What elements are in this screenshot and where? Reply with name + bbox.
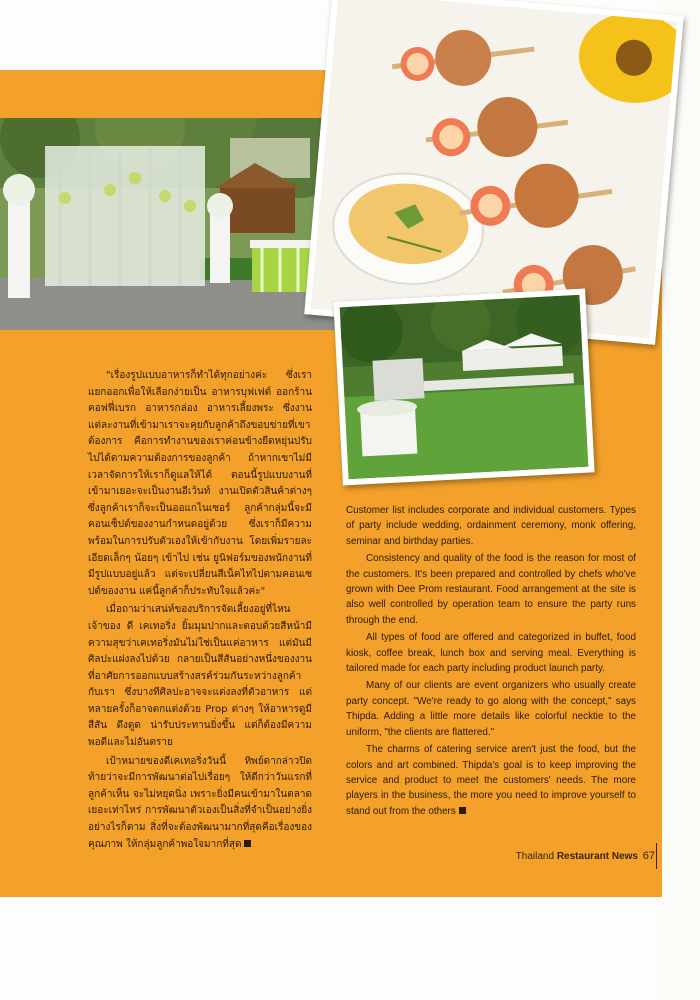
garden-party-photo — [333, 289, 594, 486]
english-paragraph: Many of our clients are event organizers who usually create party concept. "We're ready to go along with the concept," says Thipda. Adding a little more details like colorful necktie to the uniform, "the clients are flattered." — [346, 680, 636, 738]
end-mark-icon — [244, 840, 251, 847]
thai-paragraph-text: เป้าหมายของดีเคเทอริ่งวันนี้ ทิพย์ดากล่าวปิดท้ายว่าจะมีการพัฒนาต่อไปเรื่อยๆ ให้ดีกว่าวันแรกที่ลูกค้าเห็น จะไม่หยุดนิ่ง เพราะยิ่งมีคนเข้ามาในตลาดเยอะเท่าไหร่ การพัฒนาตัวเองเป็นสิ่งที่จำเป็นอย่างยิ่ง อย่างไรก็ตาม สิ่งที่จะต้องพัฒนามากที่สุดคือเรื่องของคุณภาพ ให้กลุ่มลูกค้าพอใจมากที่สุด — [88, 755, 312, 850]
end-mark-icon — [459, 807, 466, 814]
english-paragraph: All types of food are offered and categorized in buffet, food kiosk, coffee break, lunch box and serving meal. Everything is tailored made for each party including product launch party. — [346, 632, 636, 675]
ceremony-photo — [0, 118, 342, 330]
magazine-name: Restaurant News — [556, 851, 638, 862]
page-footer — [480, 850, 655, 862]
english-paragraph: Consistency and quality of the food is the reason for most of the customers. It's been prepared and controlled by chefs who've grown with Dee Prom restaurant. Food arrangement at the site is also well controlled by operation team to ensure the party runs through the end. — [346, 553, 636, 626]
english-paragraph: Customer list includes corporate and individual customers. Types of party include wedding, ordainment ceremony, monk offering, seminar and birthday parties. — [346, 505, 636, 547]
magazine-prefix: Thailand — [515, 851, 555, 862]
english-paragraph-text: The charms of catering service aren't just the food, but the colors and art combined. Thipda's goal is to keep improving the service and product to meet the customers' needs. The more players in the business, the more you need to improve yourself to stand out from the others — [346, 744, 636, 817]
thai-article-column — [88, 368, 312, 855]
footer-divider — [656, 843, 657, 869]
thai-paragraph: เมื่อถามว่าเสน่ห์ของบริการจัดเลี้ยงอยู่ที่ไหน เจ้าของ ดี เคเทอริ่ง ยิ้มมุมปากและตอบด้วยสีหน้ามีความสุขว่าเคเทอริ่งมันไม่ใช่เป็นแค่อาหาร แต่มันมีศิลปะแฝงลงไปด้วย กลายเป็นสีสันอย่างหนึ่งของงาน ที่อาศัยการออกแบบสร้างสรค์ร่วมกันระหว่างลูกค้ากับเรา ซึ่งบางทีศิลปะอาจจะแต่งลงที่ตัวอาหาร แต่หลายครั้งก็อาจตกแต่งด้วย Prop ต่างๆ ให้อาหารดูมีสีสัน ดึงดูด น่ารับประทานยิ่งขึ้น แต่ก็ต้องมีความพอดีและไม่อันตราย — [88, 604, 312, 749]
english-paragraph — [346, 742, 636, 819]
page-number: 67 — [642, 850, 655, 862]
thai-paragraph: "เรื่องรูปแบบอาหารก็ทำได้ทุกอย่างค่ะ ซึ่งเราแยกออกเพื่อให้เลือกง่ายเป็น อาหารบุฟเฟต์ ออกร้าน คอฟฟี่เบรก อาหารกล่อง อาหารเลี้ยงพระ ซึ่งงานแต่ละงานที่เข้ามาเราจะคุยกับลูกค้าถึงขอบข่ายที่เขาต้องการ คือการทำงานของเราค่อนข้างยืดหยุ่นปรับไปได้ตามความต้องการของลูกค้า ถ้าหากเขาไม่มีเวลาจัดการให้เราก็ดูแลให้ได้ ตอนนี้รูปแบบงานที่เข้ามาเยอะจะเป็นงานอีเว้นท์ งานเปิดตัวสินค้าต่างๆ ซึ่งลูกค้าเราก็จะเป็นออแกไนเซอร์ ลูกค้ากลุ่มนี้จะมีคอนเซ็ปต์ของงานกำหนดอยู่ด้วย ซึ่งเราก็มีความพร้อมในการปรับตัวเองให้เข้ากับงาน โดยเพิ่มรายละเอียดเล็กๆ น้อยๆ เข้าไป เช่น ยูนิฟอร์มของพนักงานที่มีรูปแบบอยู่แล้ว แต่จะเปลี่ยนสีเน็คไทไปตามคอนเซปต์ของงาน แค่นี้ลูกค้าก็ประทับใจแล้วค่ะ" — [88, 370, 312, 597]
english-article-column — [346, 503, 636, 821]
thai-paragraph — [88, 754, 312, 854]
